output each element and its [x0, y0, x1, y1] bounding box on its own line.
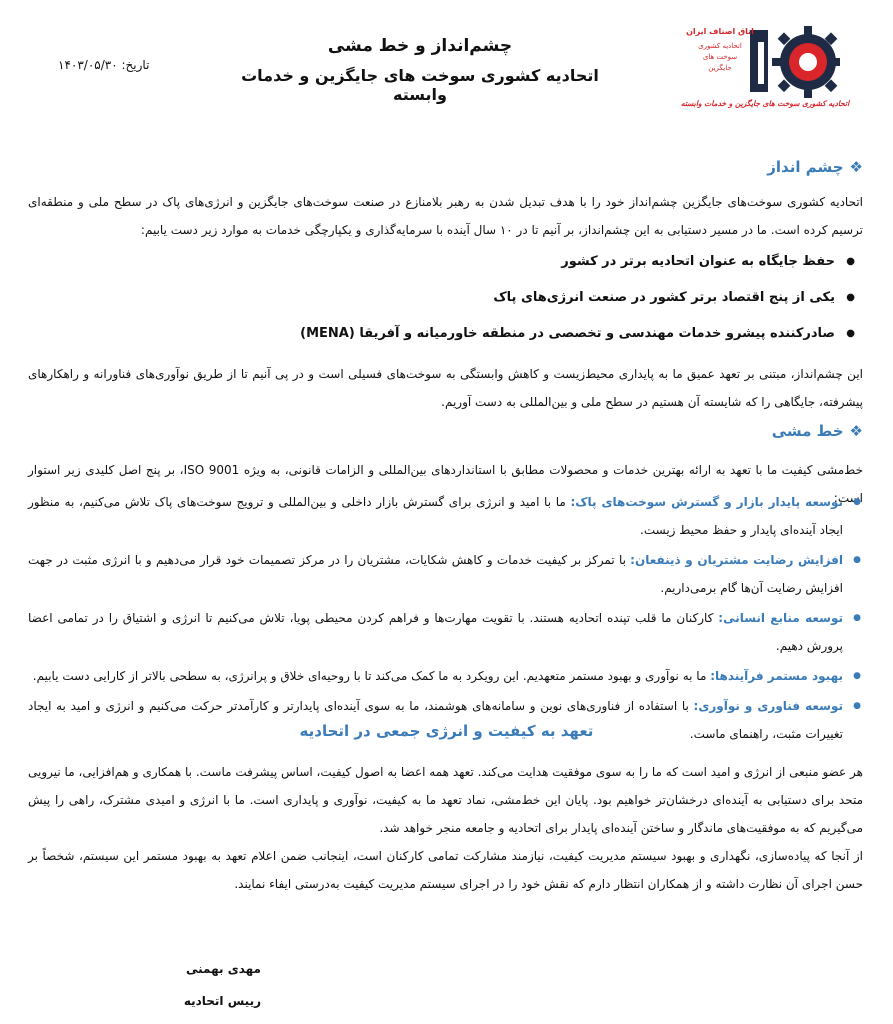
- logo-caption: اتحادیه کشوری سوخت های جایگزین و خدمات وابسته: [680, 99, 850, 108]
- policy-item: [28, 662, 863, 690]
- vision-goals: [28, 244, 857, 352]
- vision-goal-item: ● صادرکننده پیشرو خدمات مهندسی و تخصصی در منطقه خاورمیانه و آفریقا (MENA): [28, 316, 857, 352]
- policy-item: [28, 488, 863, 544]
- policy-intro: خط‌مشی کیفیت ما با تعهد به ارائه بهترین خدمات و محصولات مطابق با استانداردهای بین‌المللی و الزامات قانونی، به ویژه ISO 9001، بر پنج اصل کلیدی زیر استوار است:: [28, 463, 863, 505]
- vision-heading: [767, 158, 863, 176]
- commitment-paragraph-2: از آنجا که پیاده‌سازی، نگهداری و بهبود سیستم مدیریت کیفیت، نیازمند مشارکت تمامی کارکنان است، اینجانب ضمن اعلام تعهد به بهبود مستمر این سیستم، شخصاً بر حسن اجرای آن نظارت داشته و از همکاران انتظار دارم که نقش خود را در اجرای سیستم مدیریت کیفیت به‌درستی ایفاء نمایند.: [28, 849, 863, 891]
- vision-intro: اتحادیه کشوری سوخت‌های جایگزین چشم‌انداز خود را با هدف تبدیل شدن به رهبر بلامنازع در صنعت سوخت‌های جایگزین و انرژی‌های پاک در سطح ملی و منطقه‌ای ترسیم کرده است. ما در مسیر دستیابی به این چشم‌انداز، بر آنیم تا در ۱۰ سال آینده با سرمایه‌گذاری و یکپارچگی خدمات به موارد زیر دست یابیم:: [28, 195, 863, 237]
- diamond-bullet-icon: ❖: [849, 158, 863, 176]
- policy-principles: [28, 488, 863, 750]
- vision-heading-text: چشم انداز: [767, 158, 844, 176]
- policy-item: [28, 604, 863, 660]
- policy-item-label: افزایش رضایت مشتریان و ذینفعان:: [630, 553, 844, 567]
- policy-item-label: توسعه منابع انسانی:: [718, 611, 843, 625]
- policy-item-label: بهبود مستمر فرآیندها:: [710, 669, 843, 683]
- vision-goal-item: ● یکی از پنج اقتصاد برتر کشور در صنعت انرژی‌های پاک: [28, 280, 857, 316]
- signatory-role: رییس اتحادیه: [183, 994, 261, 1008]
- policy-item-text: با استفاده از فناوری‌های نوین و سامانه‌های هوشمند، ما به سوی آینده‌ای پایدارتر و کارآمدتر حرکت می‌کنیم و انرژی و امید به ایجاد تغییرات مثبت، راهنمای ماست.: [28, 699, 843, 741]
- policy-heading: [772, 422, 863, 440]
- policy-item: [28, 546, 863, 602]
- commitment-paragraph-1: هر عضو منبعی از انرژی و امید است که ما را به سوی موفقیت هدایت می‌کند. تعهد همه اعضا به اصول کیفیت، اساس پیشرفت ماست. با همکاری و هم‌افزایی، ما نیرویی متحد برای دستیابی به آینده‌ای درخشان‌تر خواهیم بود. پایان این خط‌مشی، نماد تعهد ما به کیفیت، نوآوری و پایداری است. ما با انرژی و امیدی مشترک، راهی را پیش می‌گیریم که به موفقیت‌های ماندگار و ساختن آینده‌ای پایدار برای اتحادیه و جامعه منجر خواهد شد.: [28, 765, 863, 835]
- policy-item-text: کارکنان ما قلب تپنده اتحادیه هستند. با تقویت مهارت‌ها و فراهم کردن محیطی پویا، تلاش می‌کنیم تا انرژی و اشتیاق را در تمامی اعضا پرورش دهیم.: [28, 611, 843, 653]
- policy-item-label: توسعه فناوری و نوآوری:: [693, 699, 843, 713]
- header-title-block: [230, 36, 610, 104]
- union-logo: [680, 22, 850, 110]
- policy-item-text: با تمرکز بر کیفیت خدمات و کاهش شکایات، مشتریان را در مرکز تصمیمات خود قرار می‌دهیم و با انرژی مثبت در جهت افزایش رضایت آن‌ها گام برمی‌داریم.: [28, 553, 843, 595]
- date-label: تاریخ:: [121, 58, 150, 72]
- logo-line-3: جایگزین: [708, 64, 732, 72]
- policy-heading-text: خط مشی: [771, 422, 844, 440]
- page-title: چشم‌انداز و خط مشی: [327, 36, 513, 56]
- commitment-heading: تعهد به کیفیت و انرژی جمعی در اتحادیه: [299, 722, 594, 740]
- diamond-bullet-icon: ❖: [849, 422, 863, 440]
- policy-item-text: ما به نوآوری و بهبود مستمر متعهدیم. این رویکرد به ما کمک می‌کند تا با روحیه‌ای خلاق و پرانرژی، به سطحی بالاتر از کارایی دست یابیم.: [32, 669, 711, 683]
- document-date: [58, 58, 149, 72]
- vision-goal-item: ● حفظ جایگاه به عنوان اتحادیه برتر در کشور: [28, 244, 857, 280]
- logo-line-2: سوخت های: [702, 53, 738, 61]
- page-subtitle: اتحادیه کشوری سوخت های جایگزین و خدمات وابسته: [241, 66, 599, 104]
- policy-item-text: ما با امید و انرژی برای گسترش بازار داخلی و بین‌المللی و ترویج سوخت‌های پاک تلاش می‌کنیم، به منظور ایجاد آینده‌ای پایدار و حفظ محیط زیست.: [28, 495, 843, 537]
- logo-top-text: اتاق اصناف ایران: [686, 27, 754, 36]
- policy-item-label: توسعه پایدار بازار و گسترش سوخت‌های پاک:: [570, 495, 843, 509]
- signatory-name: مهدی بهمنی: [186, 962, 261, 976]
- vision-closing: این چشم‌انداز، مبتنی بر تعهد عمیق ما به پایداری محیط‌زیست و کاهش وابستگی به سوخت‌های فسیلی است و در پی آنیم تا از طریق نوآوری‌های فناورانه و راهکارهای پیشرفته، جایگاهی را که شایسته آن هستیم در سطح ملی و بین‌المللی به دست آوریم.: [28, 367, 863, 409]
- date-value: ۱۴۰۳/۰۵/۳۰: [58, 58, 118, 72]
- logo-line-1: اتحادیه کشوری: [698, 42, 742, 50]
